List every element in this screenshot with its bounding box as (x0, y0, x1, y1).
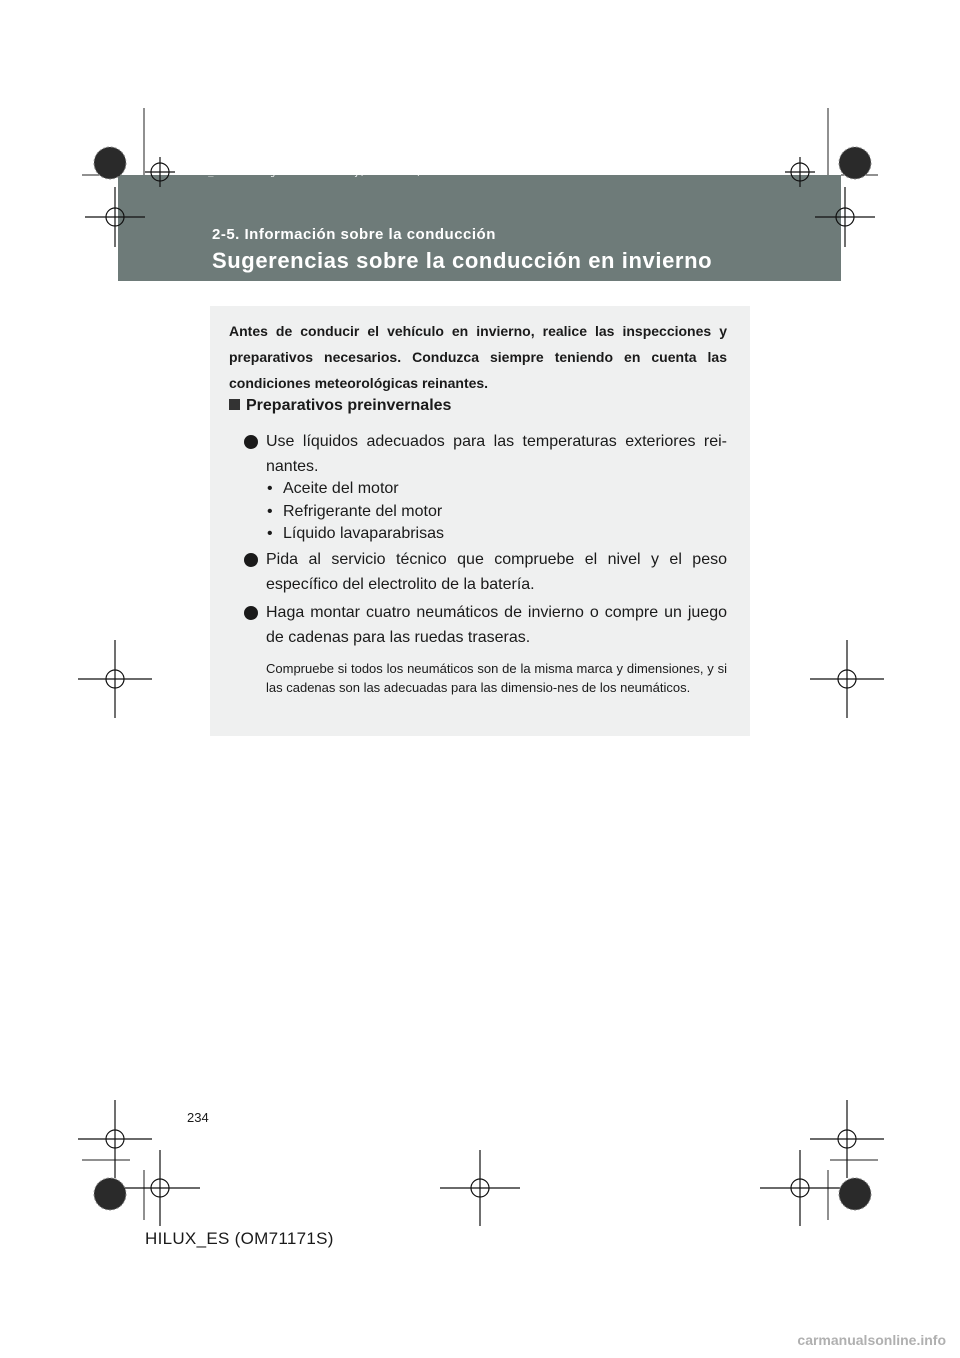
page-title: Sugerencias sobre la conducción en invierno (212, 248, 713, 273)
registration-mark-icon (78, 157, 884, 1226)
intro-paragraph: Antes de conducir el vehículo en invierno, realice las inspecciones y preparativos necesarios. Conduzca siempre teniendo en cuenta las condiciones meteorológicas reinantes. (229, 323, 727, 391)
sub-list-item-text: Aceite del motor (283, 480, 399, 497)
registration-target-icon (94, 147, 871, 1210)
list-item-text: Haga montar cuatro neumáticos de invierno o compre un juego de cadenas para las ruedas traseras. (266, 604, 727, 646)
sub-list-item-text: Líquido lavaparabrisas (283, 525, 444, 542)
dot-bullet-icon: • (267, 525, 273, 542)
sub-heading-text: Preparativos preinvernales (246, 397, 452, 414)
page-number: 234 (187, 1110, 209, 1125)
dot-bullet-icon: • (267, 502, 273, 520)
list-item-text: Pida al servicio técnico que compruebe el nivel y el peso específico del electrolito de la batería. (266, 551, 727, 593)
footer-model: HILUX_ES (OM71171S) (145, 1229, 334, 1248)
book-stamp: HILUX_ES.book Page 234 Wednesday, March 23, 2011 4:15 PM (180, 168, 495, 178)
dot-bullet-icon: • (267, 480, 273, 497)
section-label: 2-5. Información sobre la conducción (212, 226, 496, 243)
note-paragraph: Compruebe si todos los neumáticos son de la misma marca y dimensiones, y si las cadenas son las adecuadas para las dimensio-nes de los neumáticos. (266, 661, 727, 695)
watermark: carmanualsonline.info (797, 1332, 946, 1348)
list-item-text: Use líquidos adecuados para las temperaturas exteriores rei-nantes. (266, 433, 727, 475)
sub-list-item-text: Refrigerante del motor (283, 502, 443, 520)
